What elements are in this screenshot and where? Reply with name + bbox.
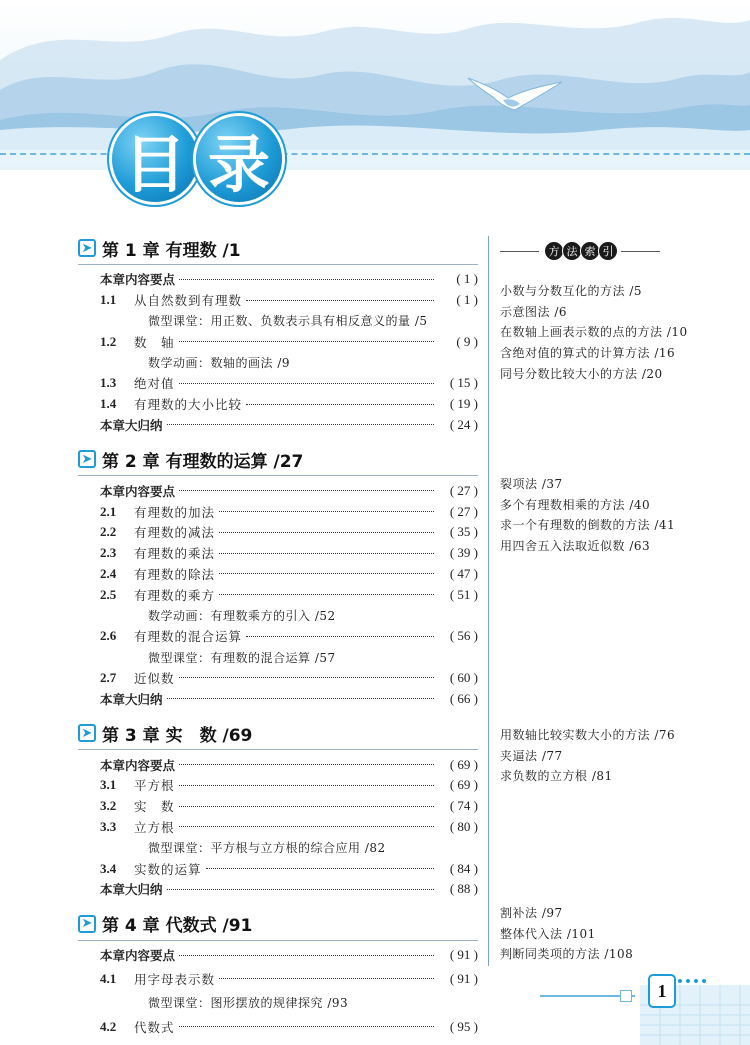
method-item[interactable]: 判断同类项的方法 /108 [500, 947, 634, 962]
title-char-1: 目 [112, 116, 198, 202]
chevron-right-icon: ➤ [78, 450, 96, 468]
toc-sub-item[interactable]: 微型课堂：用正数、负数表示具有相反意义的量 /5 [148, 314, 428, 329]
toc-row[interactable]: 4.1 用字母表示数 ( 91 ) [100, 970, 478, 987]
method-group [500, 902, 730, 964]
method-item[interactable]: 用数轴比较实数大小的方法 /76 [500, 727, 676, 742]
toc-row[interactable]: 2.2 有理数的减法 ( 35 ) [100, 524, 478, 541]
chevron-right-icon: ➤ [78, 915, 96, 933]
method-item[interactable]: 小数与分数互化的方法 /5 [500, 283, 642, 298]
toc-row[interactable]: 1.4 有理数的大小比较 ( 19 ) [100, 396, 478, 413]
toc-row[interactable]: 本章大归纳 ( 66 ) [100, 690, 478, 707]
toc-sub-item[interactable]: 微型课堂：图形摆放的规律探究 /93 [148, 996, 349, 1011]
toc-row[interactable]: 3.1 平方根 ( 69 ) [100, 777, 478, 794]
method-item[interactable]: 含绝对值的算式的计算方法 /16 [500, 346, 676, 361]
chapter-heading[interactable] [78, 717, 478, 750]
toc-row[interactable]: 本章大归纳 ( 88 ) [100, 881, 478, 898]
toc-row[interactable]: 3.4 实数的运算 ( 84 ) [100, 860, 478, 877]
toc-sub-item[interactable]: 数学动画：数轴的画法 /9 [148, 356, 290, 371]
title-char-2: 录 [196, 116, 282, 202]
toc-row[interactable]: 2.6 有理数的混合运算 ( 56 ) [100, 628, 478, 645]
toc-row[interactable]: 本章内容要点 ( 91 ) [100, 947, 478, 964]
toc-sub-item[interactable]: 数学动画：有理数乘方的引入 /52 [148, 609, 336, 624]
chapter-label: 第 1 章 有理数 /1 [102, 240, 241, 261]
footer-square-icon [620, 990, 632, 1002]
method-item[interactable]: 整体代入法 /101 [500, 926, 596, 941]
table-of-contents [78, 232, 478, 1037]
chapter-heading[interactable] [78, 443, 478, 476]
method-item[interactable]: 用四舍五入法取近似数 /63 [500, 539, 651, 554]
method-item[interactable]: 裂项法 /37 [500, 476, 563, 491]
method-item[interactable]: 同号分数比较大小的方法 /20 [500, 367, 663, 382]
toc-row[interactable]: 本章内容要点 ( 1 ) [100, 271, 478, 288]
toc-row[interactable]: 本章大归纳 ( 24 ) [100, 416, 478, 433]
toc-row[interactable]: 1.2 数 轴 ( 9 ) [100, 333, 478, 350]
chapter-label: 第 4 章 代数式 /91 [102, 916, 253, 937]
toc-sub-item[interactable]: 微型课堂：有理数的混合运算 /57 [148, 650, 336, 665]
toc-row[interactable]: 2.4 有理数的除法 ( 47 ) [100, 565, 478, 582]
chapter-heading[interactable] [78, 232, 478, 265]
toc-row[interactable]: 3.2 实 数 ( 74 ) [100, 798, 478, 815]
toc-row[interactable]: 2.3 有理数的乘法 ( 39 ) [100, 545, 478, 562]
toc-row[interactable]: 2.7 近似数 ( 60 ) [100, 669, 478, 686]
page-number: 1 [648, 974, 676, 1008]
toc-row[interactable]: 本章内容要点 ( 27 ) [100, 482, 478, 499]
method-item[interactable]: 求一个有理数的倒数的方法 /41 [500, 518, 676, 533]
chapter-label: 第 3 章 实 数 /69 [102, 725, 253, 746]
chevron-right-icon: ➤ [78, 239, 96, 257]
toc-row[interactable]: 2.1 有理数的加法 ( 27 ) [100, 503, 478, 520]
method-index-heading: 方 法 索 引 [500, 239, 660, 263]
toc-row[interactable]: 1.1 从自然数到有理数 ( 1 ) [100, 292, 478, 309]
method-group [500, 280, 730, 384]
method-item[interactable]: 多个有理数相乘的方法 /40 [500, 497, 651, 512]
footer-dots-icon [678, 979, 710, 983]
method-item[interactable]: 求负数的立方根 /81 [500, 769, 613, 784]
column-divider [488, 236, 489, 966]
toc-row[interactable]: 1.3 绝对值 ( 15 ) [100, 375, 478, 392]
toc-row[interactable]: 本章内容要点 ( 69 ) [100, 756, 478, 773]
chapter-heading[interactable] [78, 908, 478, 941]
method-group [500, 473, 730, 556]
method-group [500, 724, 730, 786]
method-item[interactable]: 割补法 /97 [500, 905, 563, 920]
method-item[interactable]: 夹逼法 /77 [500, 748, 563, 763]
chapter-label: 第 2 章 有理数的运算 /27 [102, 451, 304, 472]
toc-sub-item[interactable]: 微型课堂：平方根与立方根的综合应用 /82 [148, 841, 386, 856]
page-title [112, 116, 280, 208]
method-item[interactable]: 示意图法 /6 [500, 304, 567, 319]
chevron-right-icon: ➤ [78, 724, 96, 742]
method-item[interactable]: 在数轴上画表示数的点的方法 /10 [500, 325, 688, 340]
toc-row[interactable]: 2.5 有理数的乘方 ( 51 ) [100, 586, 478, 603]
toc-row[interactable]: 3.3 立方根 ( 80 ) [100, 818, 478, 835]
toc-row[interactable]: 4.2 代数式 ( 95 ) [100, 1018, 478, 1035]
